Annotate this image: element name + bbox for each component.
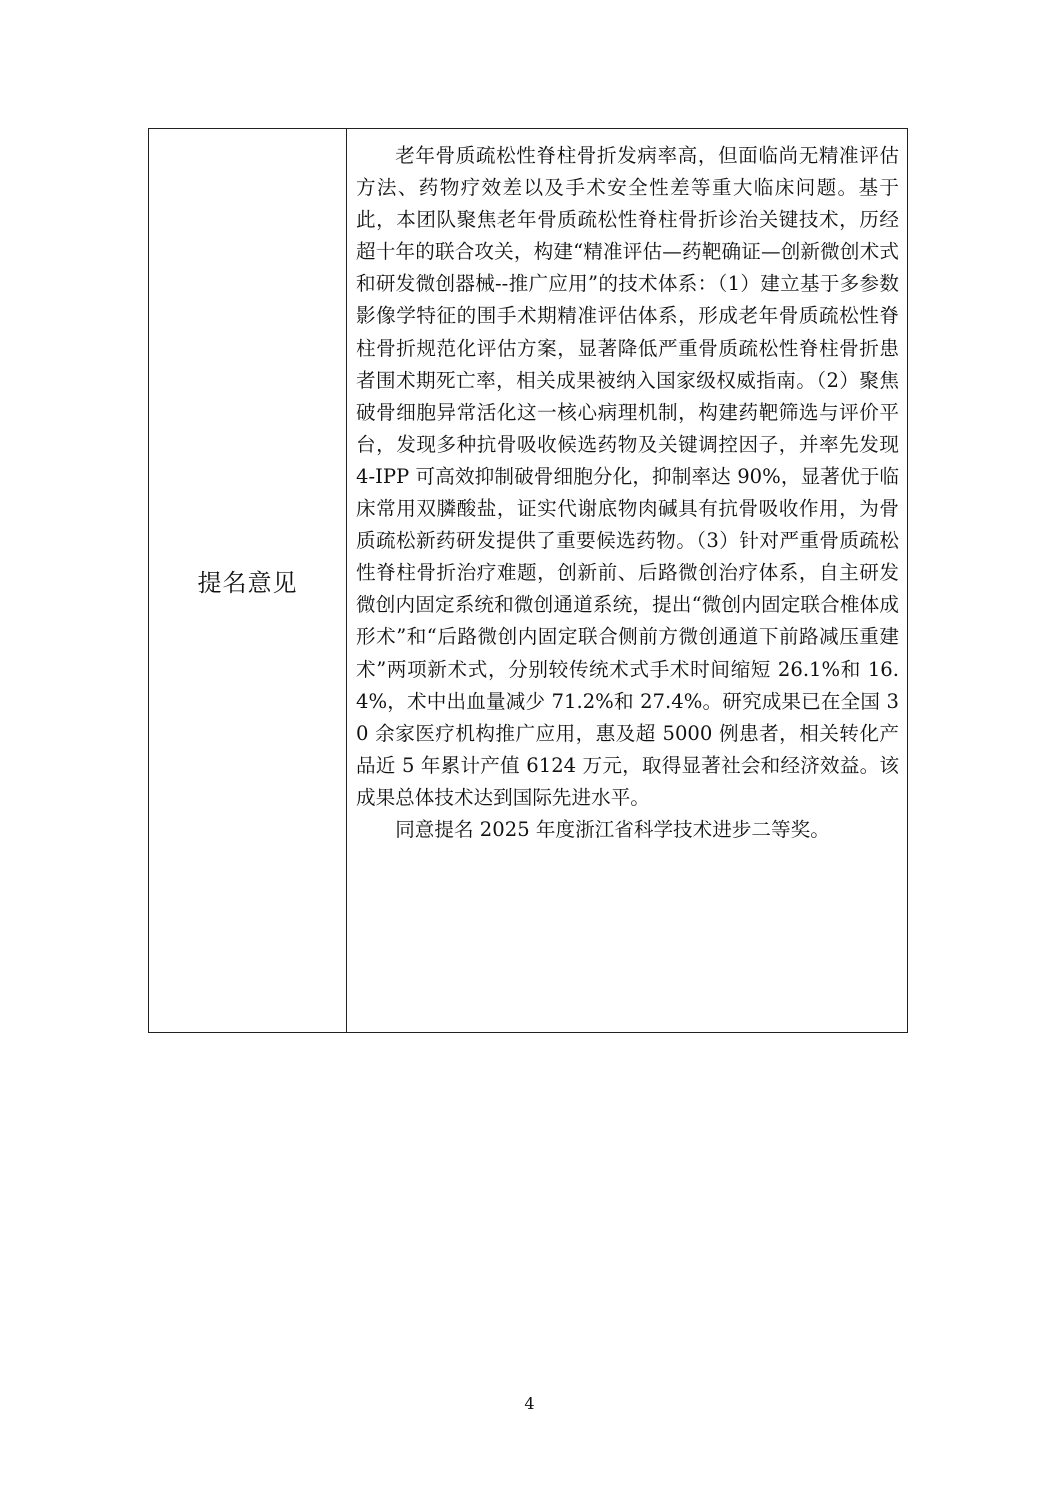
label-cell — [149, 129, 347, 1032]
nomination-opinion-label: 提名意见 — [197, 569, 298, 597]
opinion-content-cell — [347, 129, 907, 1032]
page-number: 4 — [524, 1394, 535, 1413]
opinion-paragraph-conclusion: 同意提名 2025 年度浙江省科学技术进步二等奖。 — [395, 817, 830, 841]
nomination-opinion-table — [148, 128, 908, 1033]
opinion-paragraph-main: 老年骨质疏松性脊柱骨折发病率高，但面临尚无精准评估方法、药物疗效差以及手术安全性差等重大临床问题。基于此，本团队聚焦老年骨质疏松性脊柱骨折诊治关键技术，历经超十年的联合攻关，构建“精准评估—药靶确证—创新微创术式和研发微创器械--推广应用”的技术体系：（1）建立基于多参数影像学特征的围手术期精准评估体系，形成老年骨质疏松性脊柱骨折规范化评估方案，显著降低严重骨质疏松性脊柱骨折患者围术期死亡率，相关成果被纳入国家级权威指南。（2）聚焦破骨细胞异常活化这一核心病理机制，构建药靶筛选与评价平台，发现多种抗骨吸收候选药物及关键调控因子，并率先发现 4-IPP 可高效抑制破骨细胞分化，抑制率达 90%，显著优于临床常用双膦酸盐，证实代谢底物肉碱具有抗骨吸收作用，为骨质疏松新药研发提供了重要候选药物。（3）针对严重骨质疏松性脊柱骨折治疗难题，创新前、后路微创治疗体系，自主研发微创内固定系统和微创通道系统，提出“微创内固定联合椎体成形术”和“后路微创内固定联合侧前方微创通道下前路减压重建术”两项新术式，分别较传统术式手术时间缩短 26.1%和 16.4%，术中出血量减少 71.2%和 27.4%。研究成果已在全国 30 余家医疗机构推广应用，惠及超 5000 例患者，相关转化产品近 5 年累计产值 6124 万元，取得显著社会和经济效益。该成果总体技术达到国际先进水平。 — [356, 144, 899, 809]
